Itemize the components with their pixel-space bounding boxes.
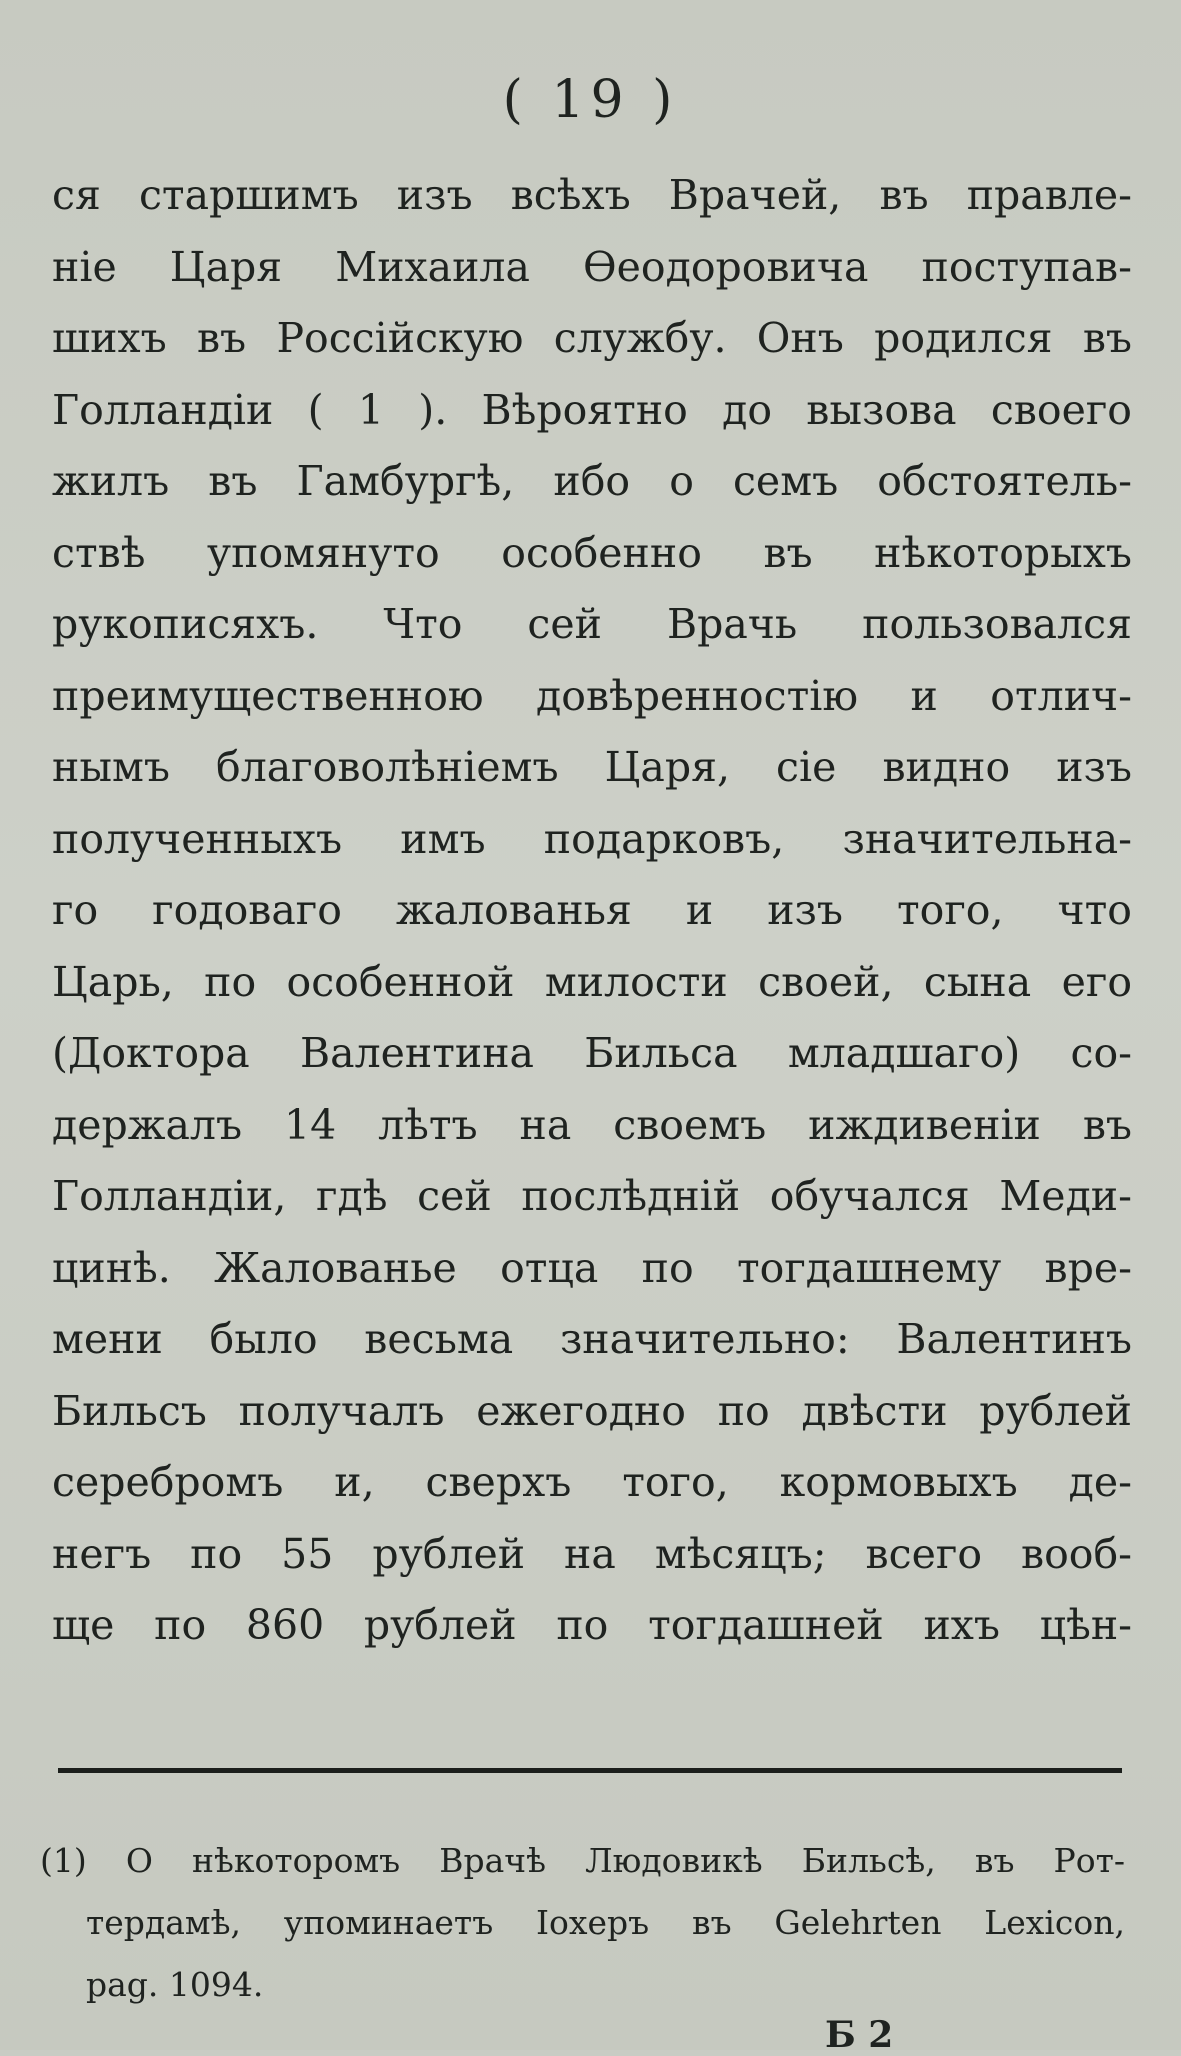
text-line: Голландіи, гдѣ сей послѣдній обучался Меди- <box>52 1172 1132 1220</box>
body-text <box>52 160 1132 1662</box>
footnote-line: тердамѣ, упоминаетъ Іохеръ въ Gelehrten Lexicon, <box>86 1903 1125 1942</box>
text-line: полученныхъ имъ подарковъ, значительна- <box>52 814 1132 863</box>
footnote-line: (1) О нѣкоторомъ Врачѣ Людовикѣ Бильсѣ, въ Рот- <box>40 1841 1125 1880</box>
text-line: негъ по 55 рублей на мѣсяцъ; всего вооб- <box>52 1529 1132 1578</box>
page-number: ( 19 ) <box>502 70 679 130</box>
text-line: ствѣ упомянуто особенно въ нѣкоторыхъ <box>52 528 1132 577</box>
text-line: Голландіи ( 1 ). Вѣроятно до вызова своего <box>52 385 1132 434</box>
text-line: шихъ въ Россійскую службу. Онъ родился въ <box>52 314 1132 362</box>
text-line: ся старшимъ изъ всѣхъ Врачей, въ правле- <box>52 171 1132 219</box>
text-line: Царь, по особенной милости своей, сына его <box>52 957 1132 1006</box>
text-line: мени было весьма значительно: Валентинъ <box>52 1315 1132 1363</box>
text-line: го годоваго жалованья и изъ того, что <box>52 886 1132 934</box>
footnote-divider <box>58 1768 1122 1773</box>
text-line: ще по 860 рублей по тогдашней ихъ цѣн- <box>52 1601 1132 1649</box>
footnote-line: pag. 1094. <box>86 1965 264 2004</box>
text-line: Бильсъ получалъ ежегодно по двѣсти рублей <box>52 1386 1132 1435</box>
text-line: жилъ въ Гамбургѣ, ибо о семъ обстоятель- <box>52 457 1132 505</box>
text-line: держалъ 14 лѣтъ на своемъ иждивеніи въ <box>52 1100 1132 1149</box>
text-line: цинѣ. Жалованье отца по тогдашнему вре- <box>52 1243 1132 1292</box>
signature-mark: Б 2 <box>825 2014 894 2056</box>
text-line: нымъ благоволѣніемъ Царя, сіе видно изъ <box>52 743 1132 791</box>
text-line: ніе Царя Михаила Ѳеодоровича поступав- <box>52 242 1132 291</box>
text-line: серебромъ и, сверхъ того, кормовыхъ де- <box>52 1458 1132 1506</box>
text-line: (Доктора Валентина Бильса младшаго) со- <box>52 1029 1132 1077</box>
footnote <box>40 1830 1125 2016</box>
text-line: преимущественною довѣренностію и отлич- <box>52 671 1132 720</box>
text-line: рукописяхъ. Что сей Врачь пользовался <box>52 600 1132 648</box>
